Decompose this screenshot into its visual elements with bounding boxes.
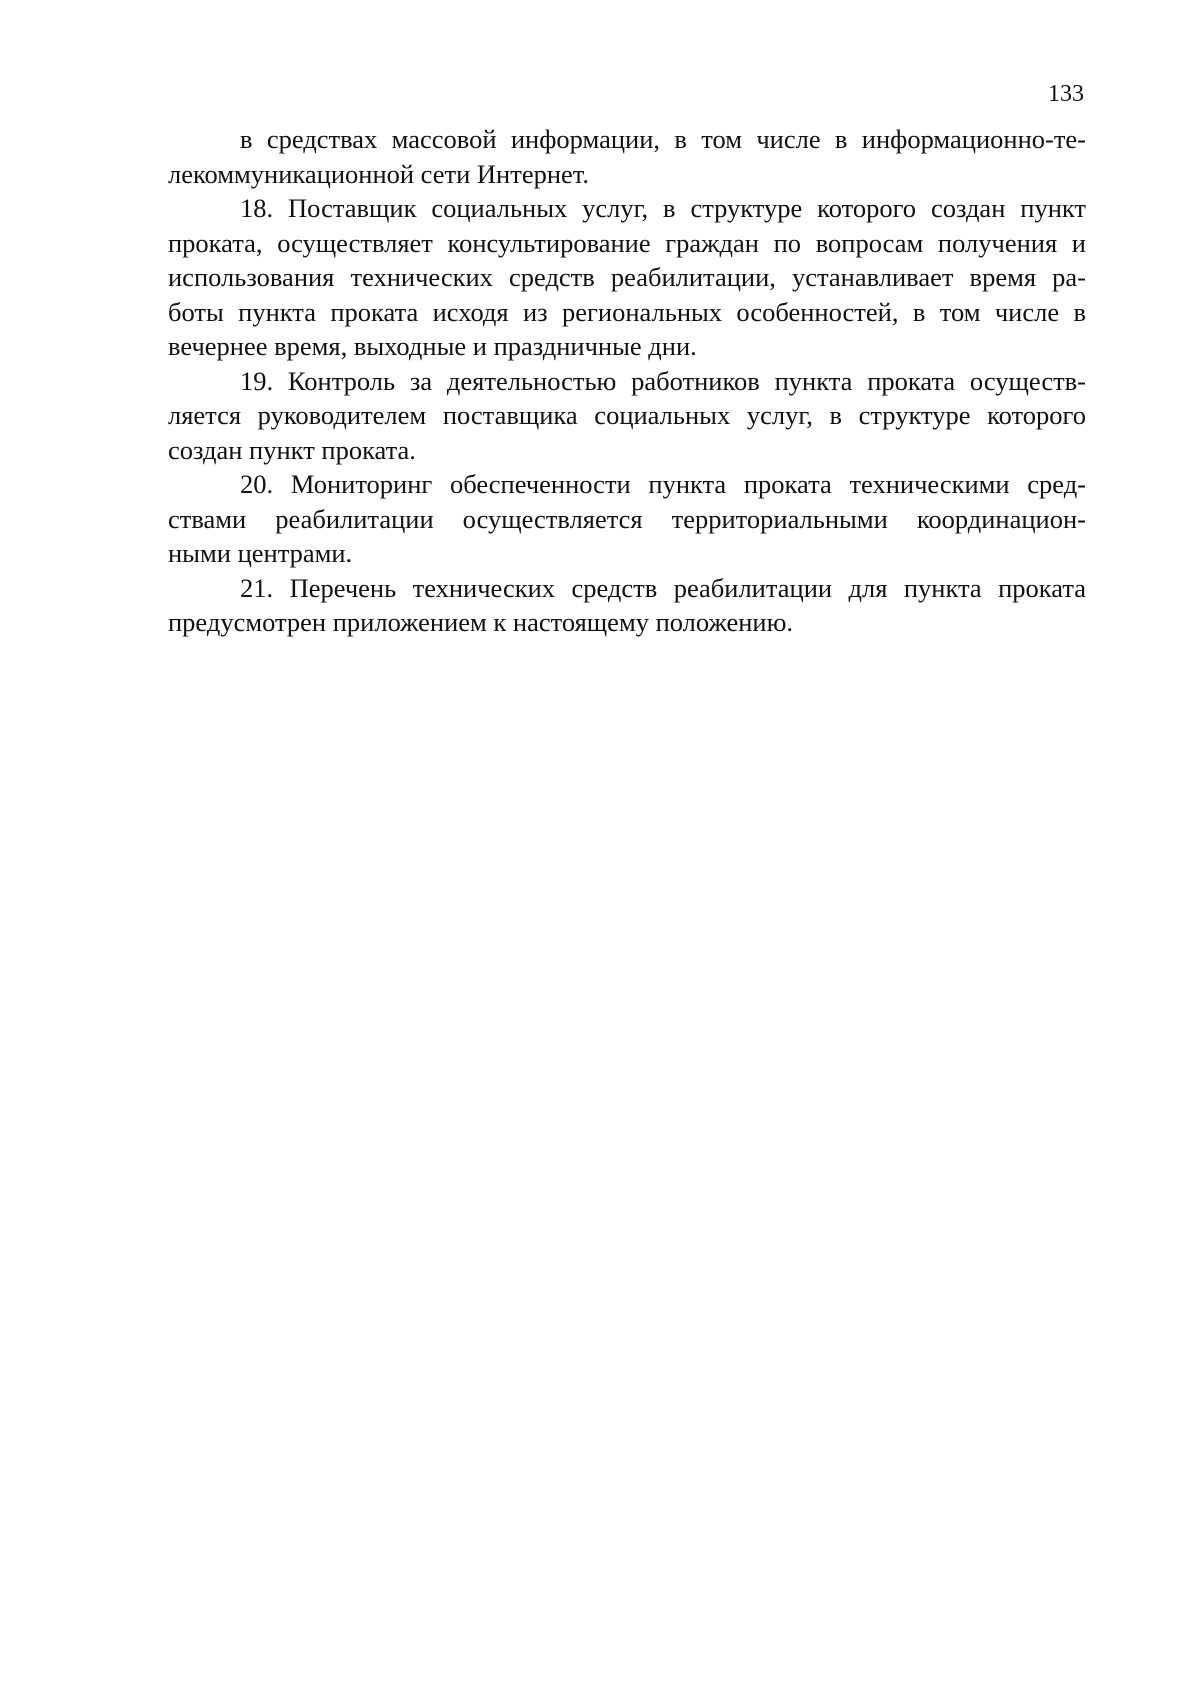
document-body: [168, 122, 1086, 640]
text-line: вечернее время, выходные и праздничные дни.: [168, 331, 697, 361]
text-line: 21. Перечень технических средств реабилитации для пункта проката: [240, 572, 1086, 603]
text-line: лекоммуникационной сети Интернет.: [168, 158, 589, 189]
text-line: ствами реабилитации осуществляется территориальными координацион-: [168, 503, 1086, 534]
paragraph-item-18: [168, 191, 1086, 364]
text-line: в средствах массовой информации, в том числе в информационно-те-: [240, 124, 1086, 154]
text-line: боты пункта проката исходя из региональных особенностей, в том числе в: [168, 296, 1086, 327]
text-line: 19. Контроль за деятельностью работников пункта проката осуществ-: [240, 365, 1086, 396]
text-line: создан пункт проката.: [168, 434, 416, 465]
text-line: ляется руководителем поставщика социальных услуг, в структуре которого: [168, 400, 1086, 430]
text-line: проката, осуществляет консультирование граждан по вопросам получения и: [168, 227, 1086, 258]
paragraph-continuation: [168, 122, 1086, 191]
text-line: ными центрами.: [168, 538, 353, 568]
text-line: 20. Мониторинг обеспеченности пункта проката техническими сред-: [240, 469, 1086, 499]
page-number: 133: [1048, 81, 1084, 107]
paragraph-item-20: [168, 467, 1086, 571]
paragraph-item-21: [168, 571, 1086, 640]
paragraph-item-19: [168, 364, 1086, 468]
text-line: предусмотрен приложением к настоящему положению.: [168, 607, 793, 637]
text-line: 18. Поставщик социальных услуг, в структуре которого создан пункт: [240, 193, 1086, 223]
text-line: использования технических средств реабилитации, устанавливает время ра-: [168, 262, 1086, 292]
